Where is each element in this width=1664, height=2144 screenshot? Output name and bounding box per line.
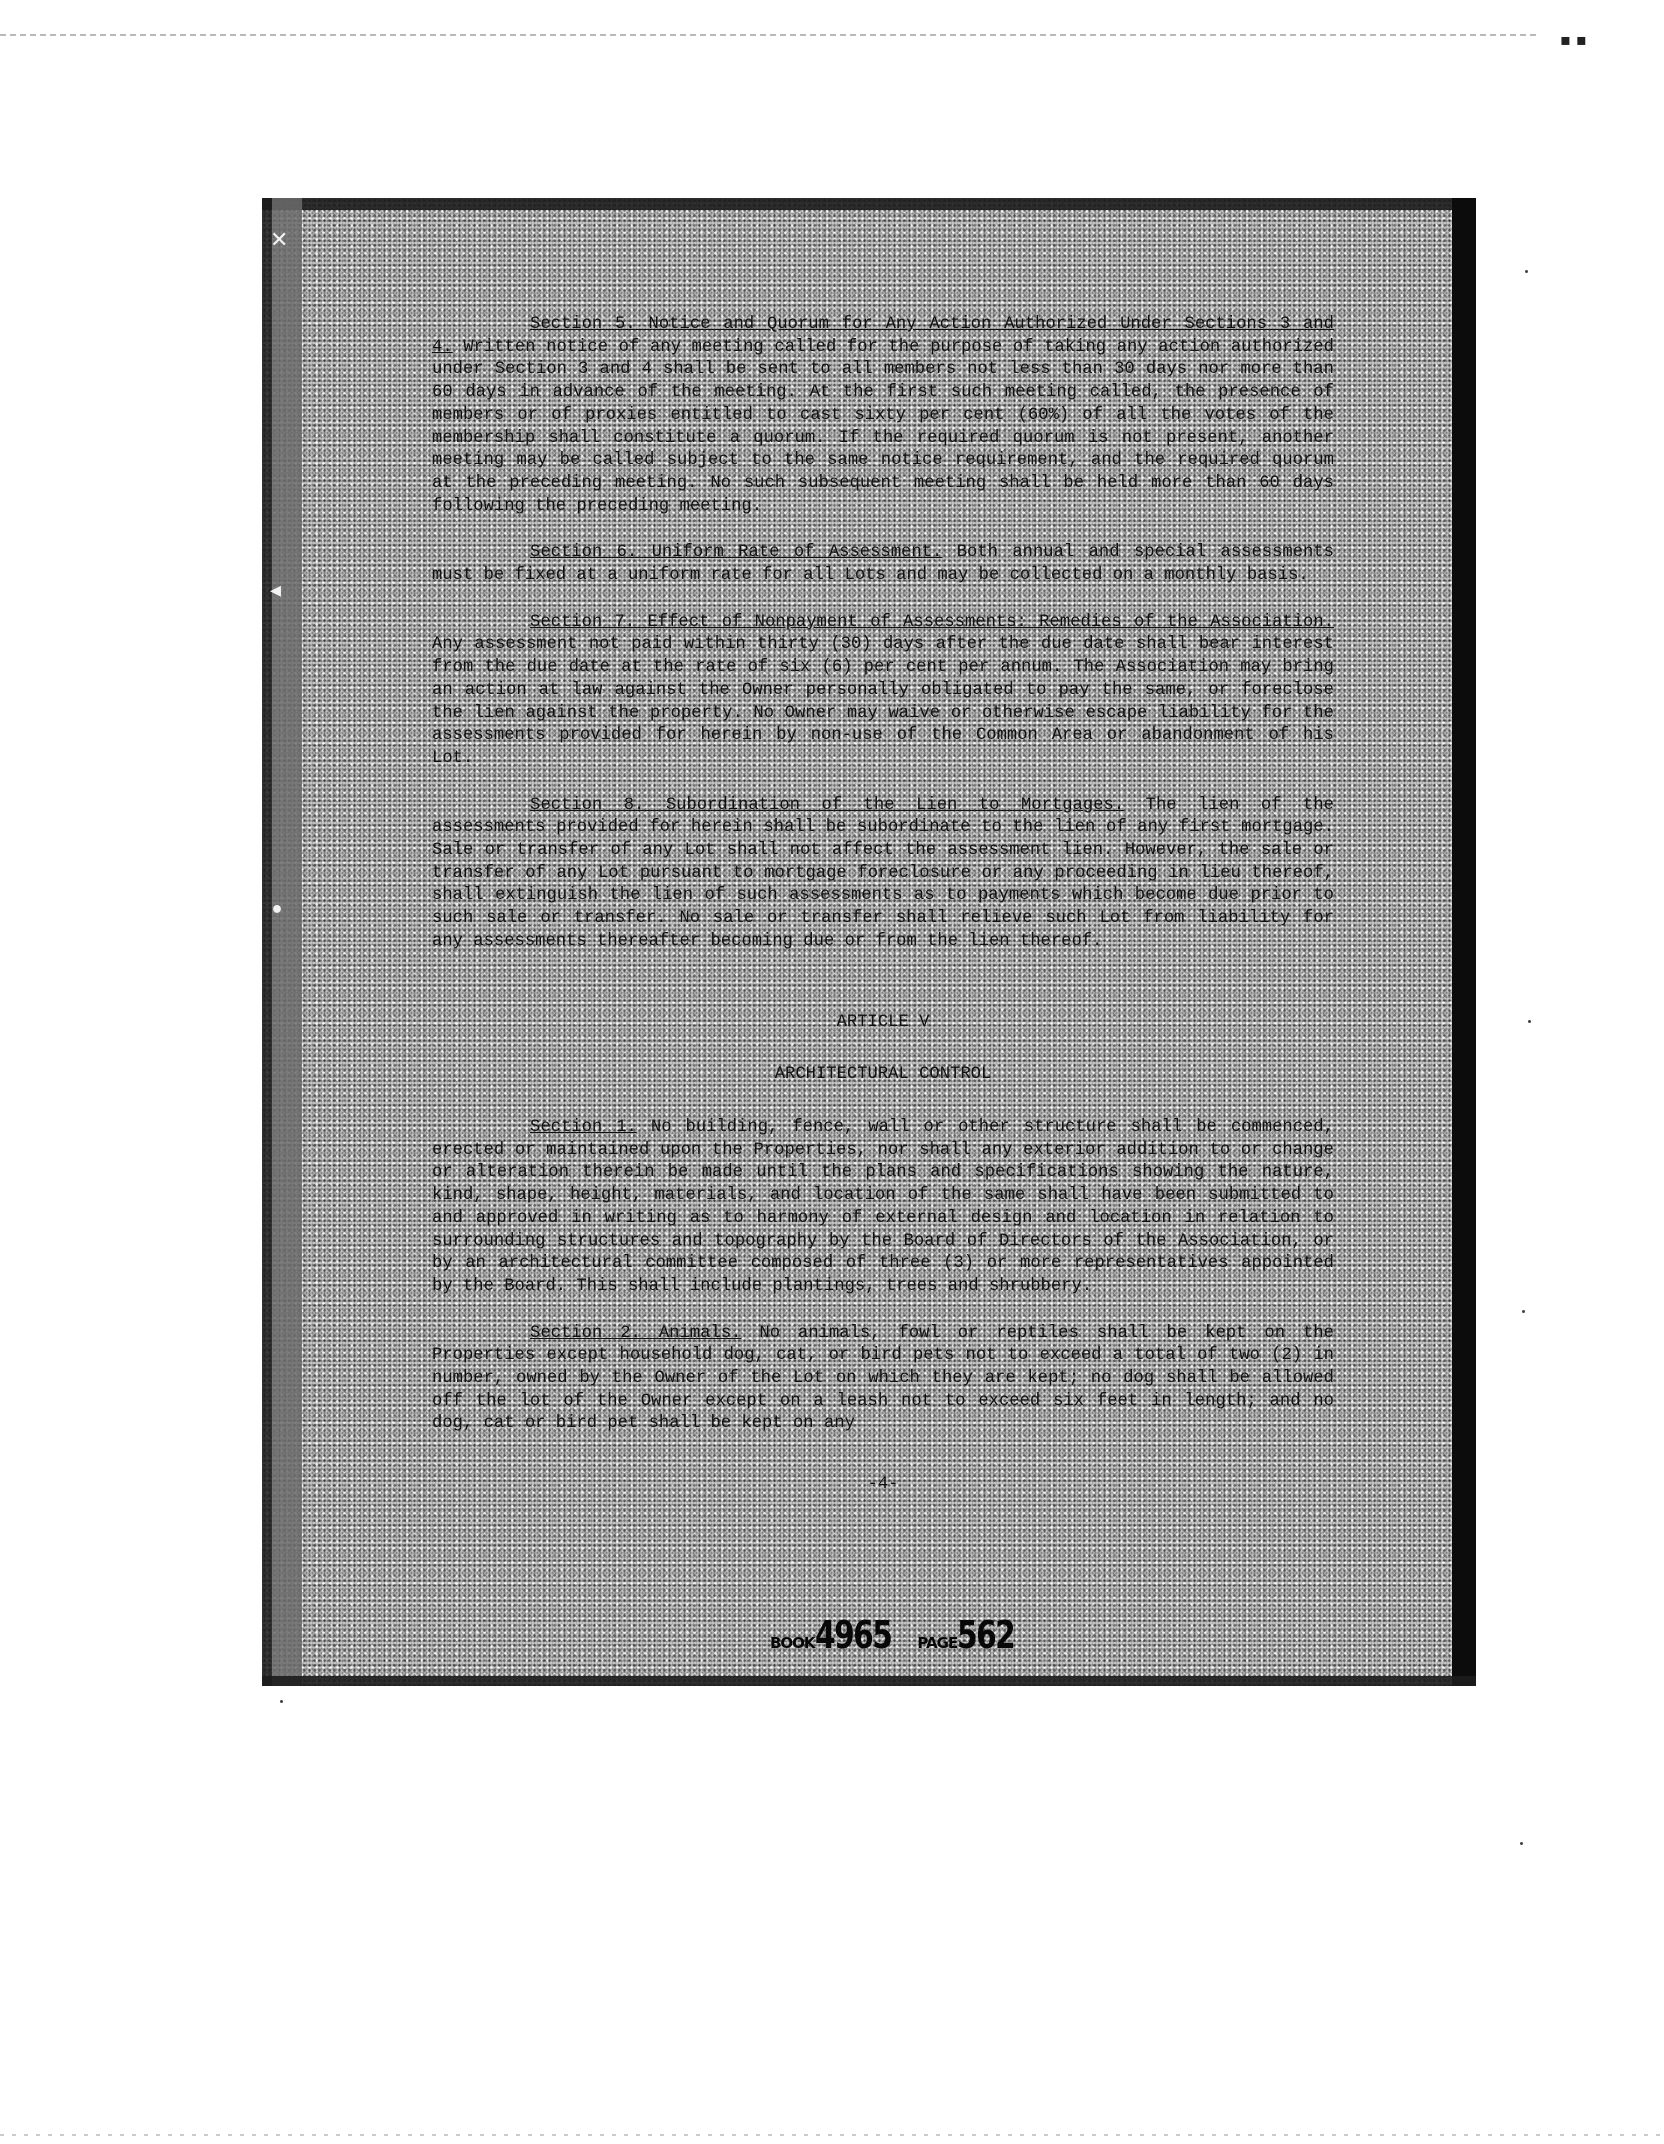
document-text xyxy=(432,314,1334,1514)
bottom-divider xyxy=(0,2134,1664,2136)
section-7-body: Any assessment not paid within thirty (30) days after the due date shall bear interest from the due date at the rate of six (6) per cent per annum. The Association may bring an action at law against the Owner personally obligated to pay the same, or foreclose the lien against the property. No Owner may waive or otherwise escape liability for the assessments provided for herein by non-use of the Common Area or abandonment of his Lot. xyxy=(432,635,1334,768)
section-7-heading: Section 7. Effect of Nonpayment of Assessments: Remedies of the Association. xyxy=(530,612,1334,632)
article-section-2-body: No animals, fowl or reptiles shall be kept on the Properties except household dog, cat, or bird pets not to exceed a total of two (2) in number, owned by the Owner of the Lot on which they are kept; no dog shall be allowed off the lot of the Owner except on a leash not to exceed six feet in length; and no dog, cat or bird pet shall be kept on any xyxy=(432,1323,1334,1434)
scan-speck xyxy=(1528,1020,1531,1023)
book-page-stamp xyxy=(770,1613,1031,1657)
section-6 xyxy=(432,542,1334,587)
section-5 xyxy=(432,314,1334,518)
scan-left-edge xyxy=(262,198,302,1686)
top-divider xyxy=(0,34,1540,36)
book-number: 4965 xyxy=(814,1613,891,1657)
scan-speck xyxy=(280,1700,283,1703)
section-6-heading: Section 6. Uniform Rate of Assessment. xyxy=(530,543,943,563)
section-5-heading: Section 5. Notice and Quorum for Any Action Authorized Under Sections 3 and 4. xyxy=(432,315,1334,357)
scanned-page xyxy=(262,198,1476,1686)
article-subtitle: ARCHITECTURAL CONTROL xyxy=(774,1065,992,1085)
section-5-body: Written notice of any meeting called for the purpose of taking any action authorized under Section 3 and 4 shall be sent to all members not less than 30 days nor more than 60 days in advance of the meeting. At the first such meeting called, the presence of members or of proxies entitled to cast sixty per cent (60%) of all the votes of the membership shall constitute a quorum. If the required quorum is not present, another meeting may be called subject to the same notice requirement, and the required quorum at the preceding meeting. No such subsequent meeting shall be held more than 60 days following the preceding meeting. xyxy=(432,337,1334,516)
section-6-body: Both annual and special assessments must be fixed at a uniform rate for all Lots and may be collected on a monthly basis. xyxy=(432,543,1334,586)
article-section-1-body: No building, fence, wall or other structure shall be commenced, erected or maintained upon the Properties, nor shall any exterior addition to or change or alteration therein be made until the plans and specifications showing the nature, kind, shape, height, materials, and location of the same shall have been submitted to and approved in writing as to harmony of external design and location in relation to surrounding structures and topography by the Board of Directors of the Association, or by an architectural committee composed of three (3) or more representatives appointed by the Board. This shall include plantings, trees and shrubbery. xyxy=(432,1117,1334,1296)
article-section-1 xyxy=(432,1117,1334,1299)
scan-speck xyxy=(1520,1842,1523,1845)
corner-marks: ▪ ▪ xyxy=(1560,30,1587,49)
binding-mark: ◂ xyxy=(270,578,282,603)
section-8-body: The lien of the assessments provided for herein shall be subordinate to the lien of any first mortgage. Sale or transfer of any Lot shall not affect the assessment lien. However, the sale or transfer of any Lot pursuant to mortgage foreclosure or any proceeding in lieu thereof, shall extinguish the lien of such assessments as to payments which become due prior to such sale or transfer. No sale or transfer shall relieve such Lot from liability for any assessments thereafter becoming due or from the lien thereof. xyxy=(432,795,1334,951)
article-section-2 xyxy=(432,1323,1334,1437)
scan-bottom-edge xyxy=(262,1676,1476,1686)
binding-mark: • xyxy=(270,898,285,923)
page-number: -4- xyxy=(867,1475,899,1495)
scan-speck xyxy=(1522,1310,1525,1313)
section-8 xyxy=(432,795,1334,954)
scan-top-edge xyxy=(262,198,1476,210)
article-section-2-heading: Section 2. Animals. xyxy=(530,1323,742,1343)
book-label: BOOK xyxy=(770,1634,815,1652)
article-section-1-heading: Section 1. xyxy=(530,1117,637,1137)
section-7 xyxy=(432,612,1334,771)
scan-right-edge xyxy=(1452,198,1476,1686)
section-8-heading: Section 8. Subordination of the Lien to Mortgages. xyxy=(530,795,1125,815)
binding-mark: ✕ xyxy=(270,228,289,253)
article-title: ARTICLE V xyxy=(836,1012,930,1032)
page-label: PAGE xyxy=(917,1634,958,1652)
page-value: 562 xyxy=(957,1613,1015,1657)
article-v xyxy=(432,1012,1334,1437)
scan-speck xyxy=(1525,270,1528,273)
